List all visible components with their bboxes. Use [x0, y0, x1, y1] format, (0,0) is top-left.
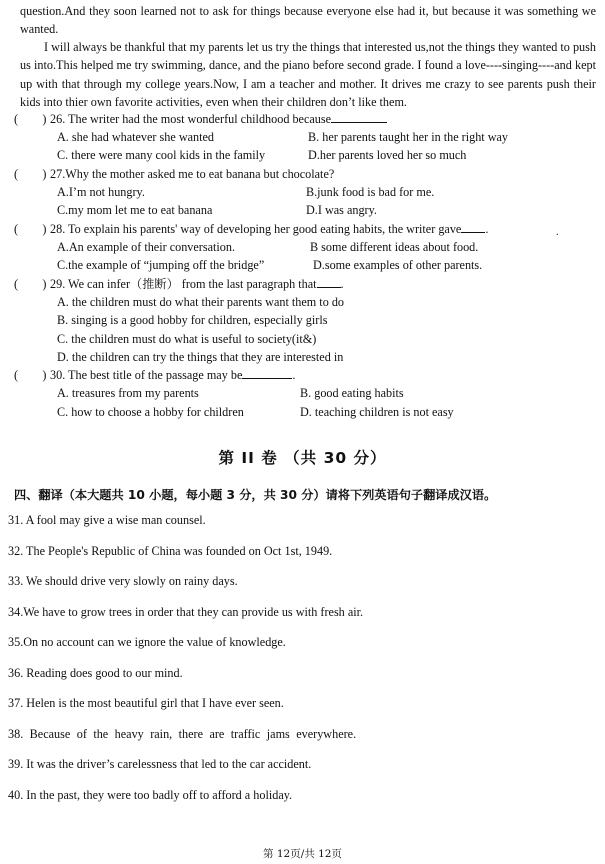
translation-item-39: 39. It was the driver’s carelessness that led to the car accident. [8, 757, 312, 771]
translation-item-38: 38. Because of the heavy rain, there are traffic jams everywhere. [8, 727, 357, 741]
option-30-b: B. good eating habits [300, 386, 404, 400]
question-28: ( ) 28. To explain his parents' way of developing her good eating habits, the writer gave . [14, 222, 489, 236]
option-30-d: D. teaching children is not easy [300, 405, 454, 419]
stray-mark: . [556, 227, 559, 238]
passage-line-2: wanted. [20, 22, 59, 36]
translation-item-31: 31. A fool may give a wise man counsel. [8, 513, 206, 527]
answer-paren: ( ) [14, 368, 47, 382]
option-27-b: B.junk food is bad for me. [306, 185, 435, 199]
option-27-a: A.I’m not hungry. [57, 185, 145, 199]
answer-blank [331, 111, 387, 123]
answer-paren: ( ) [14, 222, 47, 236]
section-4-heading: 四、翻译（本大题共 10 小题，每小题 3 分，共 30 分）请将下列英语句子翻译成汉语。 [14, 488, 497, 502]
question-stem: 27.Why the mother asked me to eat banana but chocolate? [50, 167, 335, 181]
translation-item-36: 36. Reading does good to our mind. [8, 666, 183, 680]
option-26-c: C. there were many cool kids in the family [57, 148, 266, 162]
question-30: ( ) 30. The best title of the passage may be . [14, 368, 296, 382]
answer-paren: ( ) [14, 167, 47, 181]
question-stem: 30. The best title of the passage may be [50, 368, 243, 382]
answer-blank [317, 276, 341, 288]
passage-paragraph-2: I will always be thankful that my parents let us try the things that interested us,not the things they wanted to push us into.This helped me try swimming, dance, and the piano before second grade. I found a love----singing----and kept up with that through my college years.Now, I am a teacher and mother. It drives me crazy to see parents push their kids into thier own favorite activities, even when their children don’t like them. [20, 40, 596, 109]
option-26-b: B. her parents taught her in the right way [308, 130, 509, 144]
option-29-b: B. singing is a good hobby for children, especially girls [57, 313, 328, 327]
option-30-a: A. treasures from my parents [57, 386, 199, 400]
option-28-b: B some different ideas about food. [310, 240, 479, 254]
question-stem: 29. We can infer（推断） from the last paragraph that [50, 277, 317, 291]
translation-item-35: 35.On no account can we ignore the value of knowledge. [8, 635, 286, 649]
option-29-d: D. the children can try the things that they are interested in [57, 350, 344, 364]
option-26-a: A. she had whatever she wanted [57, 130, 215, 144]
option-27-d: D.I was angry. [306, 203, 377, 217]
option-29-a: A. the children must do what their parents want them to do [57, 295, 345, 309]
question-26 [14, 110, 594, 128]
answer-blank [461, 221, 485, 233]
question-27 [14, 165, 594, 183]
passage-line-1: question.And they soon learned not to ask for things because everyone else had it, but because it was something we [20, 4, 596, 18]
option-28-d: D.some examples of other parents. [313, 258, 483, 272]
option-28-a: A.An example of their conversation. [57, 240, 236, 254]
option-27-c: C.my mom let me to eat banana [57, 203, 213, 217]
translation-item-32: 32. The People's Republic of China was founded on Oct 1st, 1949. [8, 544, 333, 558]
option-26-d: D.her parents loved her so much [308, 148, 467, 162]
answer-paren: ( ) [14, 277, 47, 291]
part-2-title: 第 II 卷 （共 30 分） [218, 449, 387, 467]
translation-item-40: 40. In the past, they were too badly off to afford a holiday. [8, 788, 293, 802]
answer-blank [242, 367, 292, 379]
option-30-c: C. how to choose a hobby for children [57, 405, 244, 419]
option-29-c: C. the children must do what is useful to society(it&) [57, 332, 317, 346]
page-footer: 第 12页/共 12页 [263, 848, 342, 860]
translation-item-37: 37. Helen is the most beautiful girl that I have ever seen. [8, 696, 284, 710]
question-stem: 26. The writer had the most wonderful childhood because [50, 112, 332, 126]
question-29: ( ) 29. We can infer（推断） from the last paragraph that . [14, 277, 344, 291]
translation-item-33: 33. We should drive very slowly on rainy days. [8, 574, 238, 588]
question-stem: 28. To explain his parents' way of developing her good eating habits, the writer gave [50, 222, 462, 236]
translation-item-34: 34.We have to grow trees in order that they can provide us with fresh air. [8, 605, 364, 619]
option-28-c: C.the example of “jumping off the bridge” [57, 258, 265, 272]
answer-paren: ( ) [14, 112, 47, 126]
